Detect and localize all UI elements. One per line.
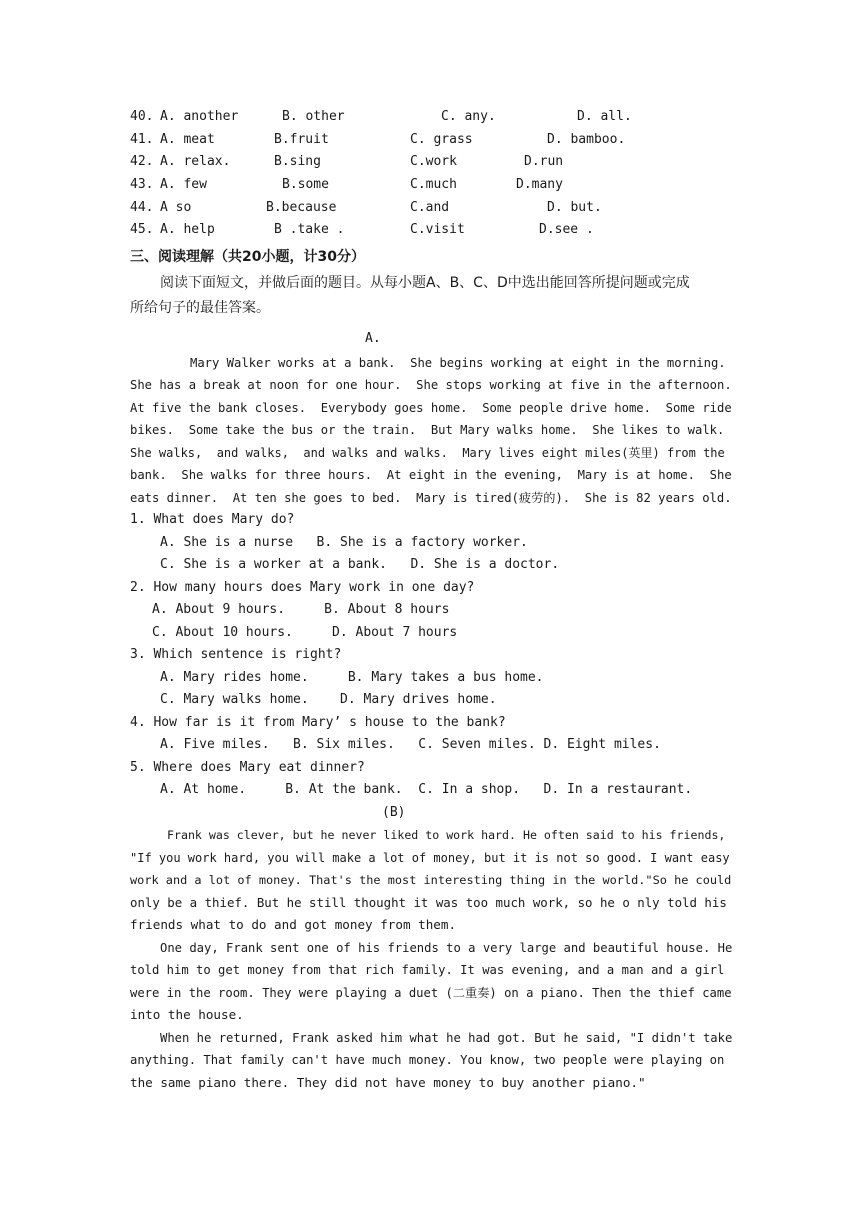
- passage-line: "If you work hard, you will make a lot of money, but it is not so good. I want easy: [130, 851, 730, 865]
- option-c: C. any.: [441, 109, 496, 124]
- option-c: C. grass: [410, 132, 473, 147]
- option-row-number: 43.: [130, 177, 154, 192]
- option-a: A. meat: [160, 132, 215, 147]
- option-b: B.sing: [274, 154, 321, 169]
- option-c: C.work: [410, 154, 457, 169]
- passage-label: A.: [365, 331, 381, 346]
- question-options: C. Mary walks home. D. Mary drives home.: [160, 692, 497, 707]
- option-d: D. all.: [577, 109, 632, 124]
- passage-line: the same piano there. They did not have money to buy another piano.": [130, 1075, 646, 1090]
- question-options: A. About 9 hours. B. About 8 hours: [152, 602, 450, 617]
- option-d: D.see .: [539, 222, 594, 237]
- option-row-number: 40.: [130, 109, 154, 124]
- option-a: A. relax.: [160, 154, 231, 169]
- passage-line: At five the bank closes. Everybody goes home. Some people drive home. Some ride: [130, 401, 732, 415]
- passage-label: (B): [382, 805, 406, 820]
- option-row-number: 45.: [130, 222, 154, 237]
- passage-line: When he returned, Frank asked him what he had got. But he said, "I didn't take: [160, 1031, 733, 1045]
- passage-line: She walks, and walks, and walks and walks. Mary lives eight miles(英里) from the: [130, 446, 725, 460]
- passage-line: were in the room. They were playing a duet (二重奏) on a piano. Then the thief came: [130, 986, 732, 1000]
- option-d: D. but.: [547, 200, 602, 215]
- option-c: C.visit: [410, 222, 465, 237]
- question-options: C. She is a worker at a bank. D. She is a doctor.: [160, 557, 560, 572]
- passage-line: She has a break at noon for one hour. She stops working at five in the afternoon.: [130, 378, 732, 392]
- question-text: 3. Which sentence is right?: [130, 647, 342, 662]
- option-a: A so: [160, 200, 192, 215]
- passage-line: Mary Walker works at a bank. She begins working at eight in the morning.: [190, 356, 726, 370]
- option-d: D.many: [516, 177, 563, 192]
- passage-line: told him to get money from that rich family. It was evening, and a man and a girl: [130, 963, 725, 977]
- option-row-number: 44.: [130, 200, 154, 215]
- option-c: C.and: [410, 200, 450, 215]
- passage-line: work and a lot of money. That's the most interesting thing in the world."So he could: [130, 873, 732, 887]
- option-d: D.run: [524, 154, 564, 169]
- passage-line: anything. That family can't have much money. You know, two people were playing on: [130, 1053, 725, 1067]
- section-instruction: 阅读下面短文，并做后面的题目。从每小题A、B、C、D中选出能回答所提问题或完成: [160, 275, 690, 291]
- passage-line: Frank was clever, but he never liked to work hard. He often said to his friends,: [167, 828, 726, 842]
- question-options: A. At home. B. At the bank. C. In a shop. D. In a restaurant.: [160, 782, 693, 797]
- passage-line: friends what to do and got money from them.: [130, 917, 457, 932]
- question-text: 1. What does Mary do?: [130, 512, 295, 527]
- option-c: C.much: [410, 177, 457, 192]
- option-b: B. other: [282, 109, 345, 124]
- passage-line: only be a thief. But he still thought it was too much work, so he o nly told his: [130, 895, 727, 910]
- question-options: A. Mary rides home. B. Mary takes a bus home.: [160, 670, 544, 685]
- option-b: B .take .: [274, 222, 345, 237]
- section-title: 三、阅读理解（共20小题，计30分）: [130, 249, 365, 265]
- question-options: C. About 10 hours. D. About 7 hours: [152, 625, 458, 640]
- question-text: 4. How far is it from Mary’ s house to the bank?: [130, 715, 506, 730]
- question-text: 2. How many hours does Mary work in one day?: [130, 580, 475, 595]
- option-b: B.some: [282, 177, 329, 192]
- option-a: A. help: [160, 222, 215, 237]
- passage-line: into the house.: [130, 1007, 244, 1022]
- passage-line: bank. She walks for three hours. At eight in the evening, Mary is at home. She: [130, 468, 732, 482]
- question-text: 5. Where does Mary eat dinner?: [130, 760, 365, 775]
- option-d: D. bamboo.: [547, 132, 626, 147]
- question-options: A. Five miles. B. Six miles. C. Seven miles. D. Eight miles.: [160, 737, 661, 752]
- passage-line: eats dinner. At ten she goes to bed. Mary is tired(疲劳的). She is 82 years old.: [130, 491, 732, 505]
- option-row-number: 42.: [130, 154, 154, 169]
- question-options: A. She is a nurse B. She is a factory worker.: [160, 535, 528, 550]
- option-a: A. another: [160, 109, 239, 124]
- passage-line: One day, Frank sent one of his friends to a very large and beautiful house. He: [160, 941, 733, 955]
- section-instruction: 所给句子的最佳答案。: [130, 300, 270, 316]
- option-a: A. few: [160, 177, 207, 192]
- option-row-number: 41.: [130, 132, 154, 147]
- option-b: B.because: [266, 200, 337, 215]
- passage-line: bikes. Some take the bus or the train. But Mary walks home. She likes to walk.: [130, 423, 725, 437]
- option-b: B.fruit: [274, 132, 329, 147]
